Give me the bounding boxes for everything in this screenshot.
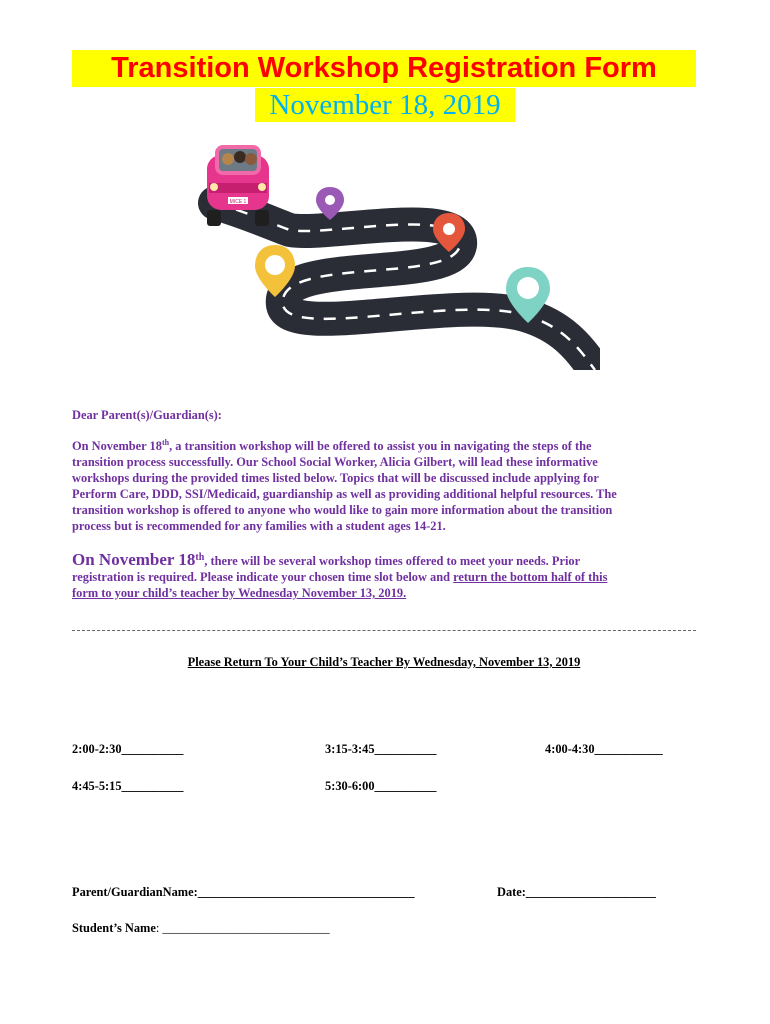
student-name-field[interactable]: [72, 921, 330, 936]
return-instructions: Please Return To Your Child’s Teacher By Wednesday, November 13, 2019: [187, 655, 581, 669]
greeting: Dear Parent(s)/Guardian(s):: [72, 408, 222, 422]
title-highlight: [72, 50, 696, 87]
time-slot-option[interactable]: 4:00-4:30___________: [545, 742, 663, 756]
time-slot-option[interactable]: 2:00-2:30__________: [72, 742, 184, 756]
form-title: Transition Workshop Registration Form: [111, 52, 657, 84]
time-slot-option[interactable]: 3:15-3:45__________: [325, 742, 437, 756]
road-trip-illustration: [195, 135, 600, 370]
date-field[interactable]: Date:_____________________: [497, 885, 656, 899]
student-name-label: Student’s Name: [72, 921, 156, 935]
registration-paragraph: On November 18th, there will be several workshop times offered to meet your needs. Prior registration is required. Please indicate your chosen time slot below and return the bottom half of this form to your child’s teacher by Wednesday November 13, 2019.: [72, 550, 608, 600]
workshop-date: November 18, 2019: [269, 89, 501, 121]
time-slot-option[interactable]: 4:45-5:15__________: [72, 779, 184, 793]
cut-line-divider: [72, 630, 696, 631]
date-highlight: [255, 88, 515, 122]
time-slot-option[interactable]: 5:30-6:00__________: [325, 779, 437, 793]
student-name-blank[interactable]: : ___________________________: [155, 921, 330, 935]
car-plate: MICE 1: [229, 199, 247, 205]
intro-paragraph: On November 18th, a transition workshop will be offered to assist you in navigating the steps of the transition process successfully. Our School Social Worker, Alicia Gilbert, will lead these informative workshops during the provided times listed below. Topics that will be discussed include applying for Perform Care, DDD, SSI/Medicaid, guardianship as well as providing additional helpful resources. The transition workshop is offered to anyone who would like to gain more information about the transition process but is recommended for any families with a student ages 14-21.: [72, 437, 617, 533]
parent-name-field[interactable]: Parent/GuardianName:___________________________________: [72, 885, 415, 899]
